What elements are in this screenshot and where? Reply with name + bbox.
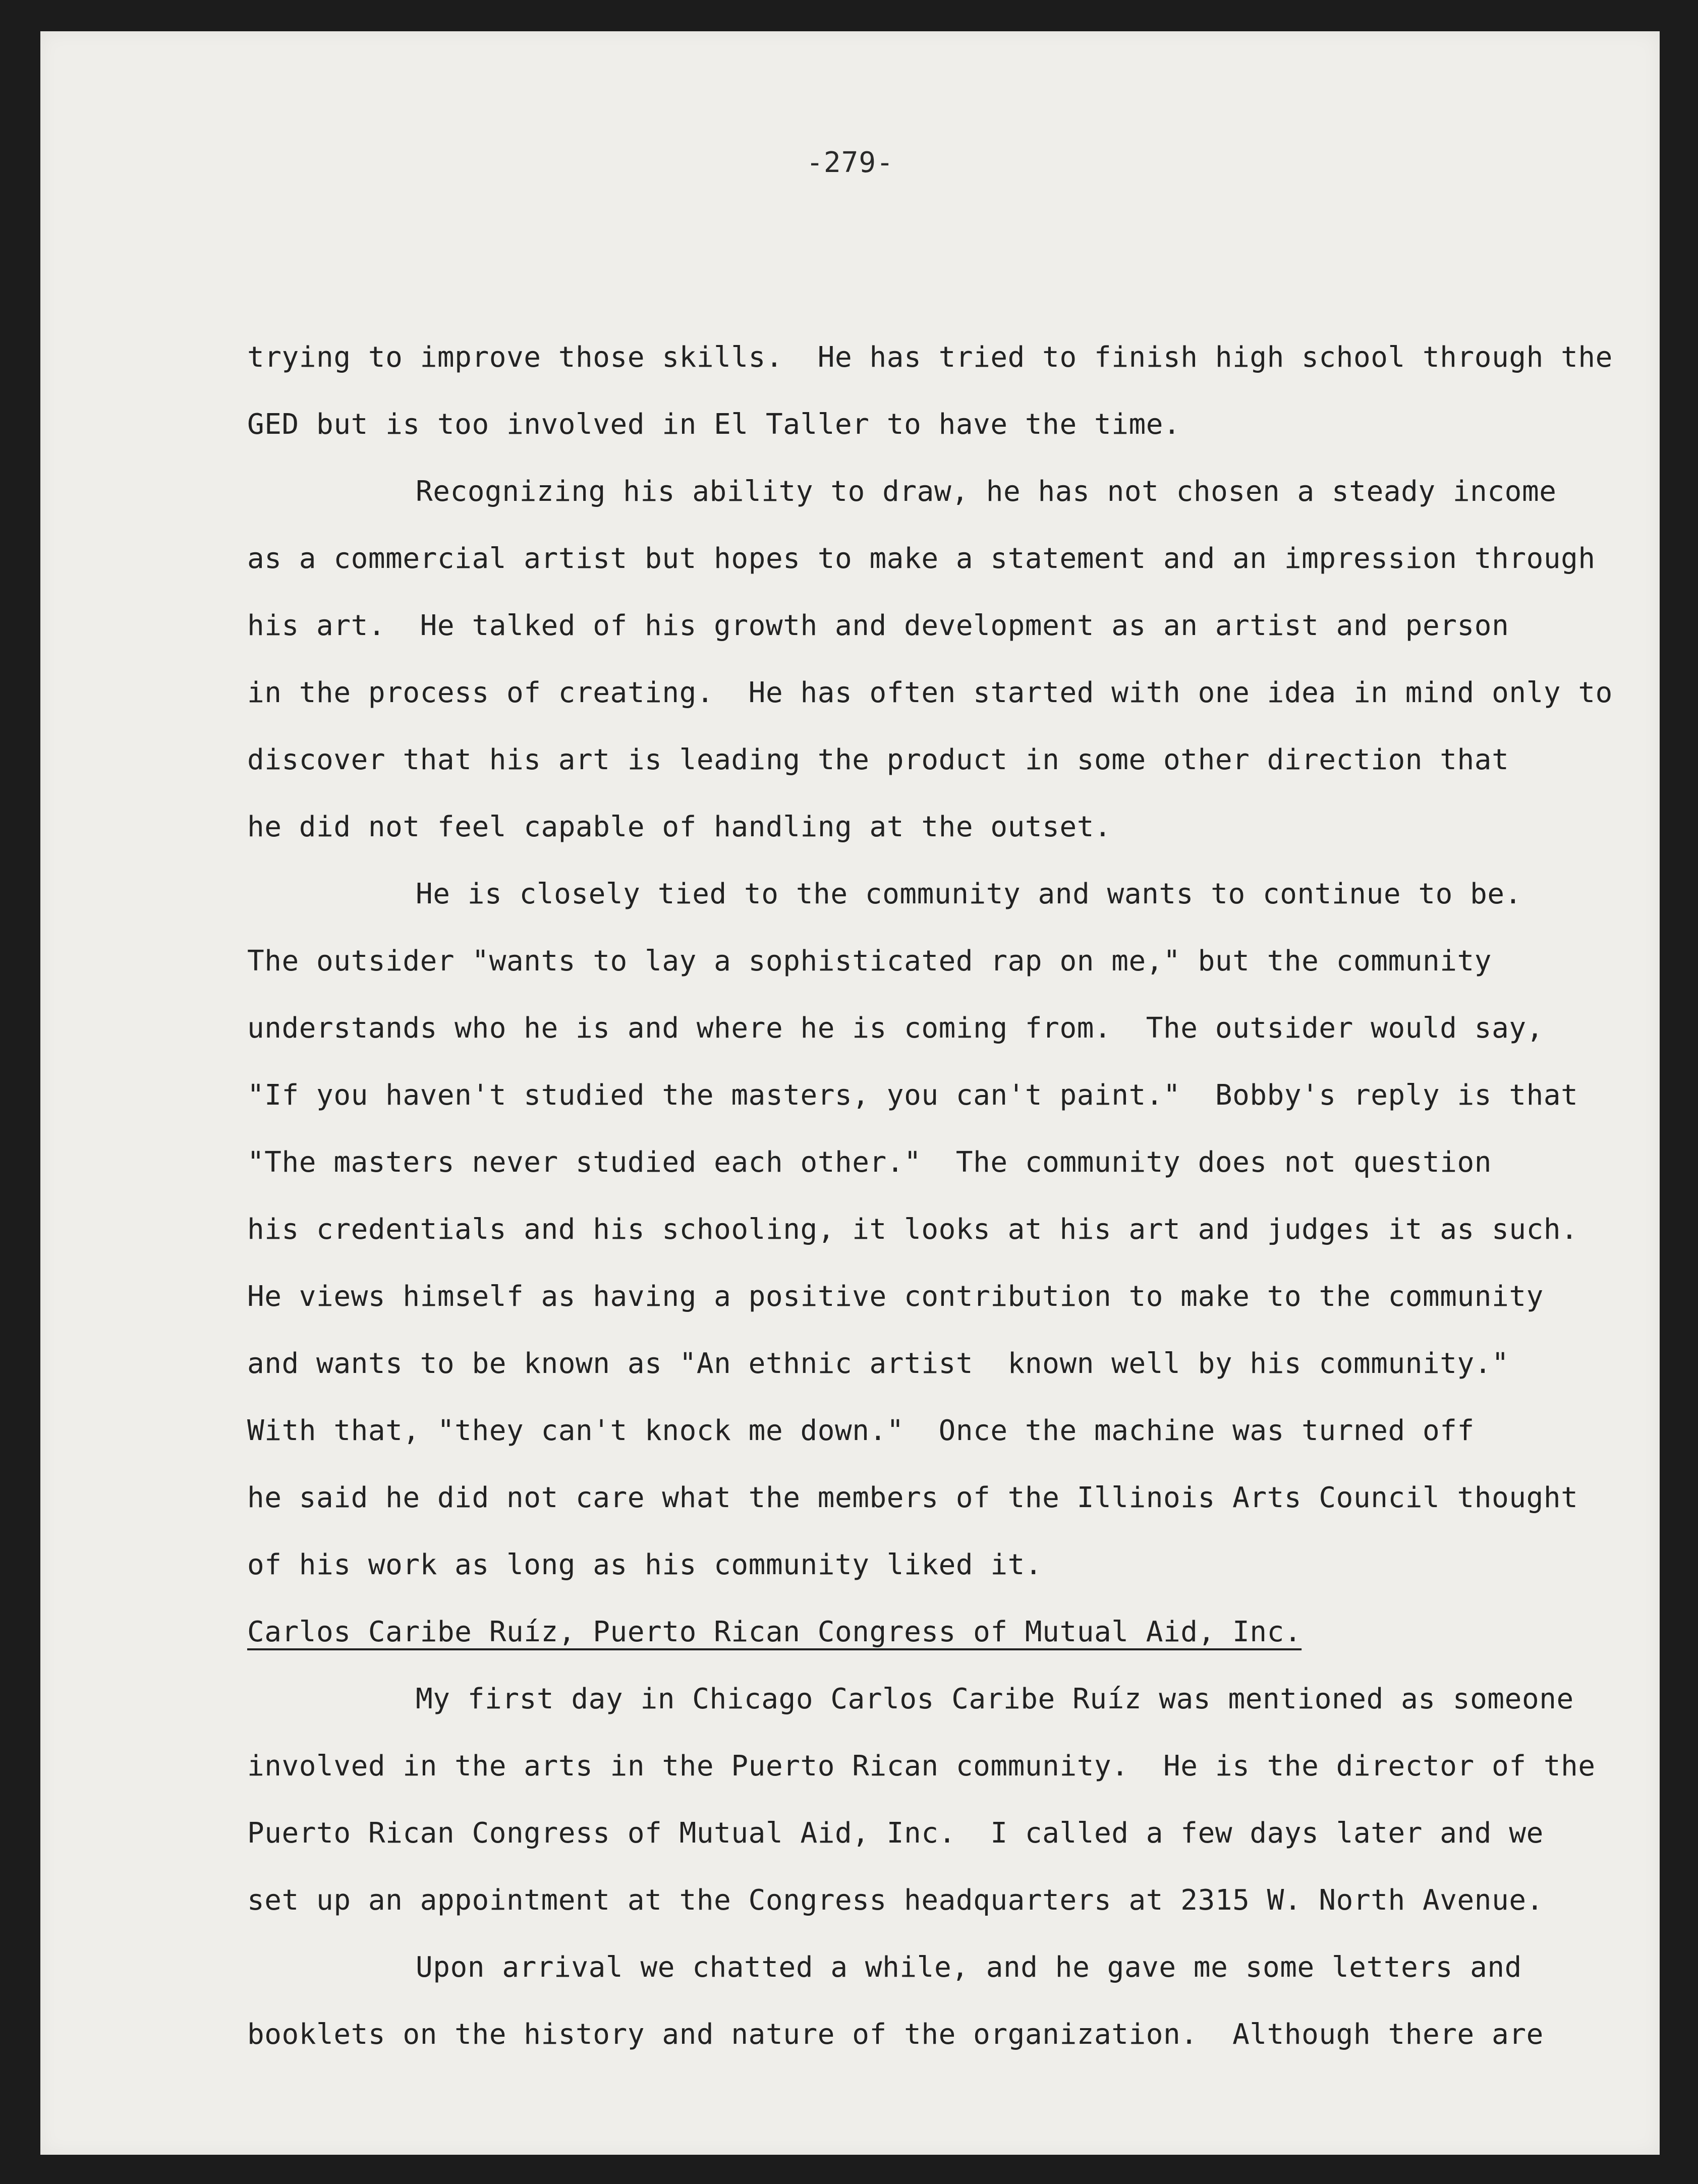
text-line: he said he did not care what the members of the Illinois Arts Council thought [247, 1481, 1578, 1514]
text-line: his credentials and his schooling, it looks at his art and judges it as such. [247, 1213, 1578, 1246]
paragraph-start-line: Upon arrival we chatted a while, and he gave me some letters and [416, 1951, 1522, 1984]
text-line: and wants to be known as "An ethnic artist known well by his community." [247, 1347, 1509, 1380]
page-number: -279- [806, 146, 894, 179]
text-line: discover that his art is leading the product in some other direction that [247, 743, 1509, 776]
text-line: as a commercial artist but hopes to make a statement and an impression through [247, 542, 1596, 575]
text-line: He views himself as having a positive contribution to make to the community [247, 1280, 1544, 1313]
text-line: trying to improve those skills. He has tried to finish high school through the [247, 341, 1613, 374]
text-line: of his work as long as his community liked it. [247, 1548, 1043, 1581]
text-line: he did not feel capable of handling at the outset. [247, 811, 1112, 843]
text-line: "If you haven't studied the masters, you can't paint." Bobby's reply is that [247, 1079, 1578, 1112]
text-line: involved in the arts in the Puerto Rican community. He is the director of the [247, 1750, 1596, 1783]
text-line: Puerto Rican Congress of Mutual Aid, Inc. I called a few days later and we [247, 1817, 1544, 1850]
text-line: his art. He talked of his growth and development as an artist and person [247, 609, 1509, 642]
text-line: GED but is too involved in El Taller to have the time. [247, 408, 1181, 441]
text-line: The outsider "wants to lay a sophisticated rap on me," but the community [247, 945, 1492, 978]
paragraph-start-line: He is closely tied to the community and wants to continue to be. [416, 878, 1522, 910]
paragraph-start-line: Recognizing his ability to draw, he has not chosen a steady income [416, 475, 1557, 508]
text-line: set up an appointment at the Congress headquarters at 2315 W. North Avenue. [247, 1884, 1544, 1917]
text-line: understands who he is and where he is coming from. The outsider would say, [247, 1012, 1544, 1045]
text-line: booklets on the history and nature of the organization. Although there are [247, 2018, 1544, 2051]
text-line: With that, "they can't knock me down." Once the machine was turned off [247, 1414, 1475, 1447]
text-line: "The masters never studied each other." The community does not question [247, 1146, 1492, 1179]
section-heading: Carlos Caribe Ruíz, Puerto Rican Congress of Mutual Aid, Inc. [247, 1616, 1302, 1648]
typed-page [40, 31, 1660, 2155]
paragraph-start-line: My first day in Chicago Carlos Caribe Ruíz was mentioned as someone [416, 1683, 1574, 1715]
text-line: in the process of creating. He has often started with one idea in mind only to [247, 676, 1613, 709]
